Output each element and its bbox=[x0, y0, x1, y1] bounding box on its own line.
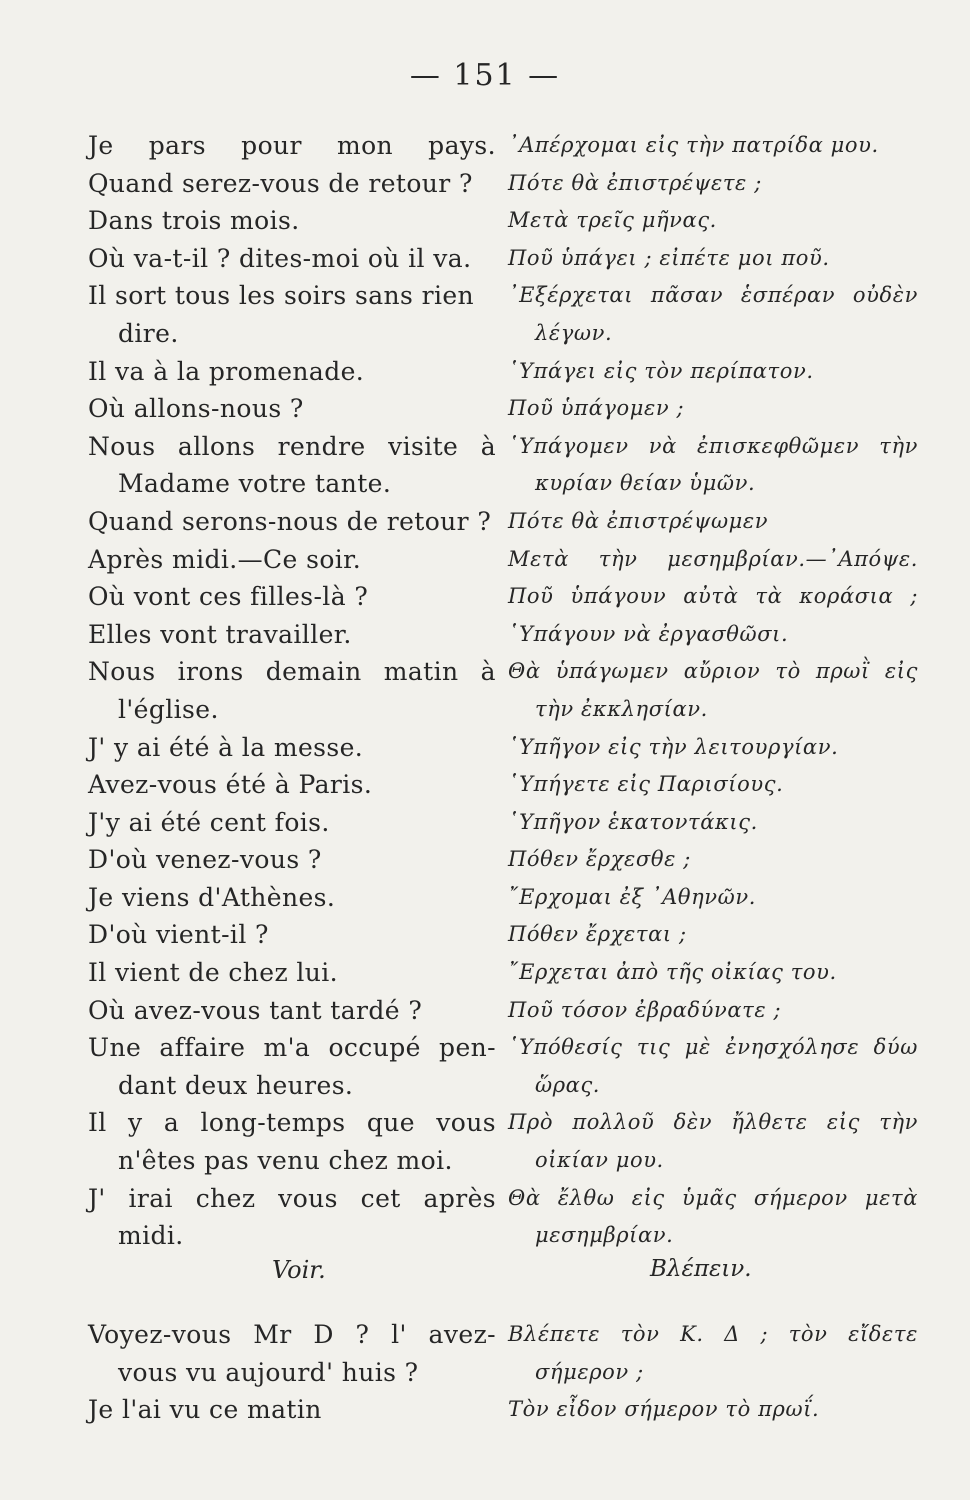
greek-text: τὴν ἐκκλησίαν. bbox=[535, 696, 708, 721]
greek-text: ῾Υπῆγον εἰς τὴν λειτουργίαν. bbox=[508, 734, 839, 759]
phrase-row bbox=[0, 992, 970, 1030]
phrase-row bbox=[0, 503, 970, 541]
greek-text: κυρίαν θείαν ὑμῶν. bbox=[535, 471, 756, 496]
french-text: Avez-vous été à Paris. bbox=[88, 770, 373, 800]
phrase-table-2 bbox=[0, 1316, 970, 1429]
section-heading bbox=[0, 1256, 970, 1296]
greek-text: λέγων. bbox=[535, 320, 613, 345]
french-text: Nous allons rendre visite à bbox=[88, 431, 496, 461]
french-text: Je viens d'Athènes. bbox=[88, 882, 336, 912]
phrase-row bbox=[0, 653, 970, 691]
phrase-row bbox=[0, 240, 970, 278]
phrase-row bbox=[0, 202, 970, 240]
section-heading-french: Voir. bbox=[272, 1256, 326, 1284]
phrase-row bbox=[0, 766, 970, 804]
greek-text: ᾿Εξέρχεται πᾶσαν ἑσπέραν οὐδὲν bbox=[508, 283, 918, 308]
phrase-row bbox=[0, 729, 970, 767]
greek-text: Πότε θὰ ἐπιστρέψωμεν bbox=[508, 508, 769, 533]
phrase-row bbox=[0, 1316, 970, 1354]
greek-text: Πρὸ πολλοῦ δὲν ἤλθετε εἰς τὴν bbox=[508, 1110, 918, 1135]
french-text: Où vont ces filles-là ? bbox=[88, 582, 369, 612]
greek-text: ῎Ερχομαι ἐξ ᾿Αθηνῶν. bbox=[508, 884, 757, 909]
phrase-row bbox=[0, 428, 970, 466]
phrase-row bbox=[0, 1354, 970, 1392]
french-text: Il y a long-temps que vous bbox=[88, 1108, 496, 1138]
page-number: — 151 — bbox=[409, 58, 561, 93]
french-text: Après midi.—Ce soir. bbox=[88, 544, 362, 574]
greek-text: ῾Υπόθεσίς τις μὲ ἐνησχόλησε δύω bbox=[508, 1035, 918, 1060]
greek-text: ῎Ερχεται ἀπὸ τῆς οἰκίας του. bbox=[508, 960, 837, 985]
french-text: Il vient de chez lui. bbox=[88, 958, 339, 988]
phrase-row bbox=[0, 1180, 970, 1218]
phrase-row bbox=[0, 1391, 970, 1429]
section-heading-greek: Βλέπειν. bbox=[650, 1256, 752, 1282]
french-text: J'y ai été cent fois. bbox=[88, 807, 330, 837]
greek-text: Βλέπετε τὸν Κ. Δ ; τὸν εἴδετε bbox=[508, 1322, 918, 1346]
french-text: Elles vont travailler. bbox=[88, 619, 352, 649]
greek-text: σήμερον ; bbox=[535, 1359, 644, 1384]
french-text: Où avez-vous tant tardé ? bbox=[88, 995, 423, 1025]
phrase-row bbox=[0, 1217, 970, 1255]
phrase-row bbox=[0, 277, 970, 315]
greek-text: Θὰ ὑπάγωμεν αὔριον τὸ πρωῒ εἰς bbox=[508, 659, 918, 684]
greek-text: Ποῦ ὑπάγομεν ; bbox=[508, 396, 685, 421]
french-text: Quand serez-vous de retour ? bbox=[88, 168, 473, 198]
french-text: vous vu aujourd' huis ? bbox=[118, 1357, 419, 1387]
phrase-row bbox=[0, 616, 970, 654]
phrase-row bbox=[0, 1067, 970, 1105]
french-text: Il sort tous les soirs sans rien bbox=[88, 281, 475, 311]
french-text: midi. bbox=[118, 1221, 184, 1251]
french-text: Dans trois mois. bbox=[88, 206, 300, 236]
french-text: Madame votre tante. bbox=[118, 469, 392, 499]
phrase-row bbox=[0, 954, 970, 992]
french-text: D'où venez-vous ? bbox=[88, 845, 322, 875]
greek-text: ῾Υπάγουν νὰ ἐργασθῶσι. bbox=[508, 621, 789, 646]
phrase-row bbox=[0, 390, 970, 428]
greek-text: οἰκίαν μου. bbox=[535, 1148, 664, 1173]
french-text: Nous irons demain matin à bbox=[88, 657, 496, 687]
greek-text: Πότε θὰ ἐπιστρέψετε ; bbox=[508, 170, 762, 195]
french-text: Je pars pour mon pays. bbox=[88, 131, 496, 160]
greek-text: ᾿Απέρχομαι εἰς τὴν πατρίδα μου. bbox=[508, 133, 879, 157]
greek-text: ῾Υπάγομεν νὰ ἐπισκεφθῶμεν τὴν bbox=[508, 433, 918, 458]
phrase-row bbox=[0, 804, 970, 842]
french-text: dant deux heures. bbox=[118, 1070, 354, 1100]
french-text: Je l'ai vu ce matin bbox=[88, 1395, 322, 1425]
phrase-row bbox=[0, 1029, 970, 1067]
phrase-table bbox=[0, 127, 970, 1255]
french-text: J' irai chez vous cet après bbox=[88, 1183, 496, 1213]
french-text: dire. bbox=[118, 318, 179, 348]
greek-text: Ποῦ τόσον ἐβραδύνατε ; bbox=[508, 997, 782, 1022]
french-text: Une affaire m'a occupé pen- bbox=[88, 1033, 496, 1063]
french-text: D'où vient-il ? bbox=[88, 920, 269, 950]
phrase-row bbox=[0, 353, 970, 391]
french-text: Voyez-vous Mr D ? l' avez- bbox=[88, 1320, 496, 1349]
phrase-row bbox=[0, 916, 970, 954]
french-text: Où va-t-il ? dites-moi où il va. bbox=[88, 243, 472, 273]
phrase-row bbox=[0, 841, 970, 879]
phrase-row bbox=[0, 127, 970, 165]
phrase-row bbox=[0, 541, 970, 579]
greek-text: Θὰ ἔλθω εἰς ὑμᾶς σήμερον μετὰ bbox=[508, 1185, 918, 1210]
greek-text: μεσημβρίαν. bbox=[535, 1223, 674, 1248]
french-text: n'êtes pas venu chez moi. bbox=[118, 1146, 453, 1176]
phrase-row bbox=[0, 1142, 970, 1180]
greek-text: Τὸν εἶδον σήμερον τὸ πρωΐ. bbox=[508, 1397, 820, 1422]
greek-text: ῾Υπῆγον ἑκατοντάκις. bbox=[508, 809, 758, 834]
phrase-row bbox=[0, 578, 970, 616]
greek-text: Μετὰ τρεῖς μῆνας. bbox=[508, 208, 717, 233]
french-text: Il va à la promenade. bbox=[88, 356, 365, 386]
phrase-row bbox=[0, 691, 970, 729]
greek-text: Πόθεν ἔρχεσθε ; bbox=[508, 847, 691, 872]
french-text: l'église. bbox=[118, 694, 219, 724]
phrase-row bbox=[0, 1104, 970, 1142]
greek-text: Ποῦ ὑπάγει ; εἰπέτε μοι ποῦ. bbox=[508, 245, 830, 270]
phrase-row bbox=[0, 315, 970, 353]
greek-text: Ποῦ ὑπάγουν αὐτὰ τὰ κοράσια ; bbox=[508, 584, 918, 609]
french-text: J' y ai été à la messe. bbox=[88, 732, 364, 762]
phrase-row bbox=[0, 879, 970, 917]
french-text: Quand serons-nous de retour ? bbox=[88, 506, 492, 536]
phrase-row bbox=[0, 465, 970, 503]
french-text: Où allons-nous ? bbox=[88, 394, 304, 424]
greek-text: ῾Υπάγει εἰς τὸν περίπατον. bbox=[508, 358, 814, 383]
greek-text: Πόθεν ἔρχεται ; bbox=[508, 922, 687, 947]
greek-text: ὥρας. bbox=[535, 1072, 601, 1097]
greek-text: ῾Υπήγετε εἰς Παρισίους. bbox=[508, 772, 784, 797]
greek-text: Μετὰ τὴν μεσημβρίαν.—᾿Απόψε. bbox=[508, 546, 918, 571]
phrase-row bbox=[0, 165, 970, 203]
